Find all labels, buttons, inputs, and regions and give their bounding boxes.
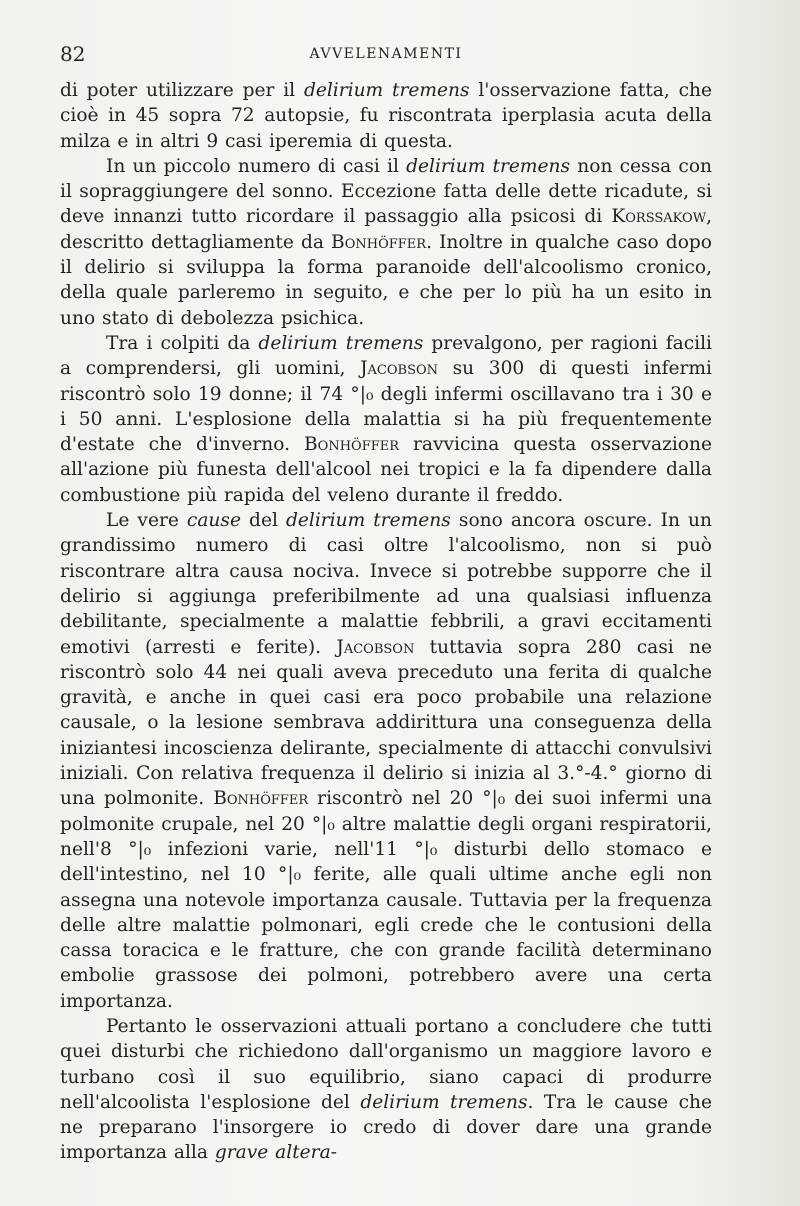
text-run: . Tra le cause che ne preparano l'insorgere io credo di dover dare una grande importanza alla	[60, 1091, 712, 1164]
text-run: su 300 di questi infermi riscontrò solo 19 donne; il 74 °|₀ degli infermi oscillavano tra i 30 e i 50 anni. L'esplosione della malattia si ha più frequentemente d'estate che d'inverno.	[60, 358, 713, 456]
italic-text: delirium tremens	[285, 510, 451, 532]
text-run: l'osservazione fatta, che cioè in 45 sopra 72 autopsie, fu riscontrata iperplasia acuta della milza e in altri 9 casi iperemia di questa.	[60, 80, 712, 152]
italic-text: delirium tremens	[303, 80, 470, 101]
paragraph	[60, 1014, 712, 1166]
italic-text: delirium tremens	[360, 1091, 528, 1113]
text-run: non cessa con il sopraggiungere del sonno. Eccezione fatta delle dette ricadute, si deve innanzi tutto ricordare il passaggio alla psicosi di	[60, 155, 713, 228]
text-run: di poter utilizzare per il	[60, 80, 304, 101]
text-run: , descritto dettagliamente da	[60, 206, 712, 253]
text-run: In un piccolo numero di casi il	[106, 155, 407, 177]
author-name: Jacobson	[360, 358, 439, 380]
italic-text: cause	[186, 510, 241, 532]
text-run: tuttavia sopra 280 casi ne riscontrò solo 44 nei quali aveva preceduto una ferita di qualche gravità, e anche in quei casi era poco probabile una relazione causale, o la lesione sembrava addirittura una conseguenza della iniziantesi incoscienza delirante, specialmente di attacchi convulsivi iniziali. Con relativa frequenza il delirio si inizia al 3.°-4.° giorno di una polmonite.	[60, 636, 712, 810]
italic-text: delirium tremens	[406, 155, 571, 177]
page-number: 82	[60, 42, 86, 66]
body-text	[60, 78, 712, 1166]
paragraph	[60, 154, 712, 331]
text-run: del	[240, 510, 286, 532]
author-name: Bonhöffer	[304, 434, 400, 456]
italic-text: grave altera-	[214, 1142, 337, 1164]
text-run: ravvicina questa osservazione all'azione più funesta dell'alcool nei tropici e la fa dipendere dalla combustione più rapida del veleno durante il freddo.	[60, 434, 712, 506]
text-run: Tra i colpiti da	[106, 332, 259, 354]
text-run: . Inoltre in qualche caso dopo il delirio si sviluppa la forma paranoide dell'alcoolismo cronico, della quale parleremo in seguito, e che per lo più ha un esito in uno stato di debolezza psichica.	[60, 231, 712, 329]
paragraph	[60, 331, 712, 508]
text-run: prevalgono, per ragioni facili a comprendersi, gli uomini,	[60, 332, 712, 380]
author-name: Bonhöffer	[213, 788, 309, 810]
italic-text: delirium tremens	[258, 332, 424, 354]
author-name: Bonhöffer	[331, 231, 427, 253]
text-run: Pertanto le osservazioni attuali portano a concludere che tutti quei disturbi che richiedono dall'organismo un maggiore lavoro e turbano così il suo equilibrio, siano capaci di produrre nell'alcoolista l'esplosione del	[60, 1015, 712, 1113]
paragraph	[60, 508, 712, 1014]
paragraph	[60, 78, 712, 154]
page-header	[60, 38, 712, 74]
text-run: riscontrò nel 20 °|₀ dei suoi infermi una polmonite crupale, nel 20 °|₀ altre malattie degli organi respiratorii, nell'8 °|₀ infezioni varie, nell'11 °|₀ disturbi dello stomaco e dell'intestino, nel 10 °|₀ ferite, alle quali ultime anche egli non assegna una notevole importanza causale. Tuttavia per la frequenza delle altre malattie polmonari, egli crede che le contusioni della cassa toracica e le fratture, che con grande facilità determinano embolie grassose dei polmoni, potrebbero avere una certa importanza.	[60, 788, 712, 1012]
author-name: Korssakow	[611, 206, 707, 228]
running-title: AVVELENAMENTI	[309, 46, 463, 62]
book-page	[60, 38, 712, 1166]
text-run: sono ancora oscure. In un grandissimo numero di casi oltre l'alcoolismo, non si può riscontrare altra causa nociva. Invece si potrebbe supporre che il delirio si aggiunga preferibilmente ad una qualsiasi influenza debilitante, specialmente a malattie febbrili, a gravi eccitamenti emotivi (arresti e ferite).	[60, 510, 712, 658]
text-run: Le vere	[106, 510, 187, 532]
author-name: Jacobson	[336, 636, 415, 658]
